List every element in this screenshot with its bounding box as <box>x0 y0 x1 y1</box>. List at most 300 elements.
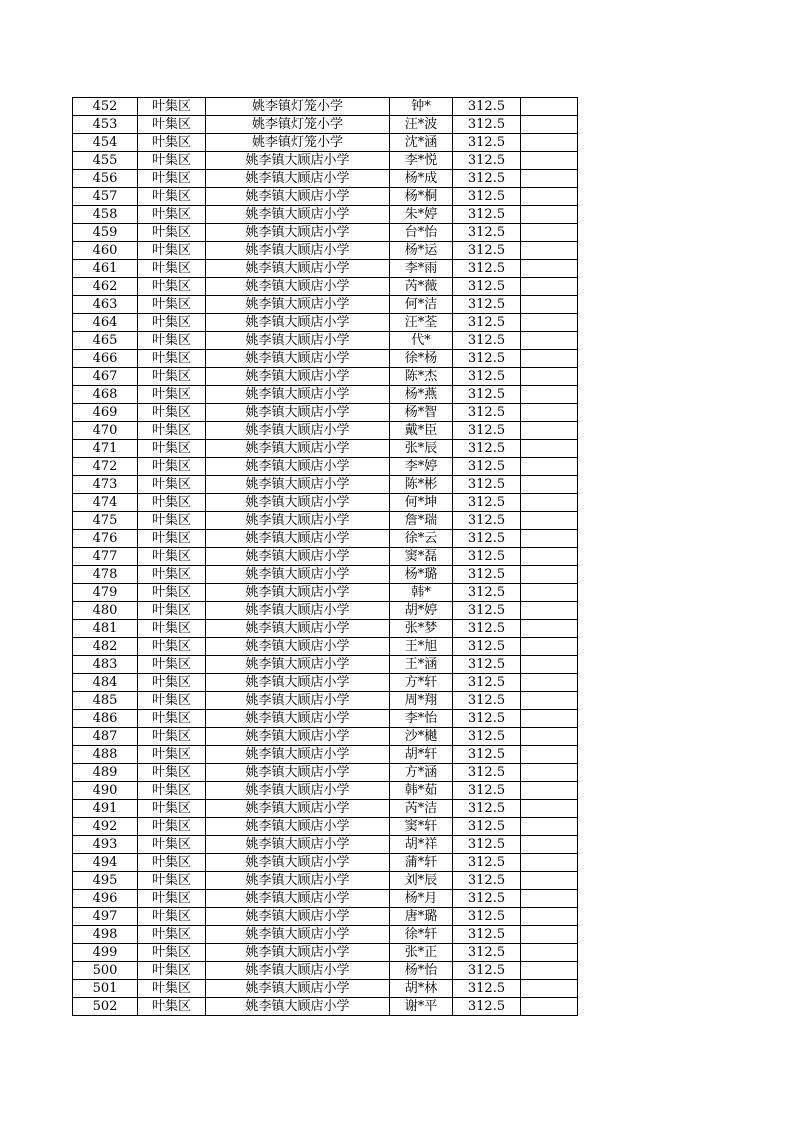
row-number-cell: 476 <box>73 530 138 548</box>
row-number-cell: 501 <box>73 980 138 998</box>
note-cell <box>521 908 578 926</box>
note-cell <box>521 836 578 854</box>
school-cell: 姚李镇大顾店小学 <box>206 386 390 404</box>
school-cell: 姚李镇大顾店小学 <box>206 728 390 746</box>
student-name-cell: 杨*怡 <box>390 962 453 980</box>
district-cell: 叶集区 <box>138 476 206 494</box>
score-cell: 312.5 <box>453 440 521 458</box>
row-number-cell: 470 <box>73 422 138 440</box>
table-row <box>73 440 578 458</box>
note-cell <box>521 476 578 494</box>
note-cell <box>521 404 578 422</box>
row-number-cell: 466 <box>73 350 138 368</box>
table-row <box>73 656 578 674</box>
school-cell: 姚李镇大顾店小学 <box>206 494 390 512</box>
student-name-cell: 王*涵 <box>390 656 453 674</box>
table-row <box>73 692 578 710</box>
school-cell: 姚李镇大顾店小学 <box>206 152 390 170</box>
note-cell <box>521 512 578 530</box>
note-cell <box>521 620 578 638</box>
score-cell: 312.5 <box>453 116 521 134</box>
table-row <box>73 152 578 170</box>
table-row <box>73 854 578 872</box>
row-number-cell: 500 <box>73 962 138 980</box>
note-cell <box>521 260 578 278</box>
student-name-cell: 刘*辰 <box>390 872 453 890</box>
note-cell <box>521 332 578 350</box>
table-row <box>73 386 578 404</box>
table-row <box>73 836 578 854</box>
note-cell <box>521 278 578 296</box>
district-cell: 叶集区 <box>138 512 206 530</box>
district-cell: 叶集区 <box>138 260 206 278</box>
note-cell <box>521 638 578 656</box>
school-cell: 姚李镇大顾店小学 <box>206 422 390 440</box>
school-cell: 姚李镇大顾店小学 <box>206 530 390 548</box>
table-row <box>73 134 578 152</box>
note-cell <box>521 584 578 602</box>
note-cell <box>521 242 578 260</box>
table-row <box>73 602 578 620</box>
student-name-cell: 方*涵 <box>390 764 453 782</box>
note-cell <box>521 188 578 206</box>
note-cell <box>521 368 578 386</box>
note-cell <box>521 224 578 242</box>
district-cell: 叶集区 <box>138 440 206 458</box>
student-name-cell: 杨*桐 <box>390 188 453 206</box>
district-cell: 叶集区 <box>138 314 206 332</box>
school-cell: 姚李镇大顾店小学 <box>206 926 390 944</box>
school-cell: 姚李镇大顾店小学 <box>206 944 390 962</box>
student-name-cell: 杨*璐 <box>390 566 453 584</box>
row-number-cell: 490 <box>73 782 138 800</box>
table-row <box>73 548 578 566</box>
row-number-cell: 498 <box>73 926 138 944</box>
district-cell: 叶集区 <box>138 386 206 404</box>
school-cell: 姚李镇大顾店小学 <box>206 638 390 656</box>
table-row <box>73 98 578 116</box>
score-cell: 312.5 <box>453 998 521 1016</box>
district-cell: 叶集区 <box>138 710 206 728</box>
school-cell: 姚李镇大顾店小学 <box>206 242 390 260</box>
student-name-cell: 徐*云 <box>390 530 453 548</box>
table-row <box>73 998 578 1016</box>
table-row <box>73 242 578 260</box>
district-cell: 叶集区 <box>138 368 206 386</box>
row-number-cell: 458 <box>73 206 138 224</box>
score-cell: 312.5 <box>453 782 521 800</box>
student-name-cell: 詹*瑞 <box>390 512 453 530</box>
score-cell: 312.5 <box>453 872 521 890</box>
district-cell: 叶集区 <box>138 998 206 1016</box>
school-cell: 姚李镇大顾店小学 <box>206 962 390 980</box>
district-cell: 叶集区 <box>138 206 206 224</box>
table-row <box>73 116 578 134</box>
school-cell: 姚李镇大顾店小学 <box>206 800 390 818</box>
school-cell: 姚李镇大顾店小学 <box>206 224 390 242</box>
row-number-cell: 480 <box>73 602 138 620</box>
score-cell: 312.5 <box>453 836 521 854</box>
note-cell <box>521 710 578 728</box>
row-number-cell: 462 <box>73 278 138 296</box>
student-name-cell: 谢*平 <box>390 998 453 1016</box>
row-number-cell: 472 <box>73 458 138 476</box>
score-cell: 312.5 <box>453 170 521 188</box>
note-cell <box>521 386 578 404</box>
district-cell: 叶集区 <box>138 422 206 440</box>
table-row <box>73 170 578 188</box>
note-cell <box>521 872 578 890</box>
district-cell: 叶集区 <box>138 944 206 962</box>
table-row <box>73 962 578 980</box>
student-name-cell: 徐*杨 <box>390 350 453 368</box>
score-cell: 312.5 <box>453 134 521 152</box>
note-cell <box>521 746 578 764</box>
row-number-cell: 453 <box>73 116 138 134</box>
score-cell: 312.5 <box>453 206 521 224</box>
score-cell: 312.5 <box>453 350 521 368</box>
note-cell <box>521 980 578 998</box>
score-cell: 312.5 <box>453 188 521 206</box>
score-cell: 312.5 <box>453 386 521 404</box>
note-cell <box>521 998 578 1016</box>
note-cell <box>521 962 578 980</box>
district-cell: 叶集区 <box>138 188 206 206</box>
district-cell: 叶集区 <box>138 836 206 854</box>
table-row <box>73 818 578 836</box>
score-cell: 312.5 <box>453 620 521 638</box>
district-cell: 叶集区 <box>138 818 206 836</box>
score-cell: 312.5 <box>453 152 521 170</box>
row-number-cell: 479 <box>73 584 138 602</box>
district-cell: 叶集区 <box>138 728 206 746</box>
note-cell <box>521 98 578 116</box>
table-row <box>73 368 578 386</box>
table-row <box>73 710 578 728</box>
student-name-cell: 胡*婷 <box>390 602 453 620</box>
student-name-cell: 胡*祥 <box>390 836 453 854</box>
score-table <box>72 97 578 1016</box>
district-cell: 叶集区 <box>138 620 206 638</box>
student-name-cell: 代* <box>390 332 453 350</box>
school-cell: 姚李镇大顾店小学 <box>206 764 390 782</box>
district-cell: 叶集区 <box>138 746 206 764</box>
school-cell: 姚李镇大顾店小学 <box>206 566 390 584</box>
district-cell: 叶集区 <box>138 116 206 134</box>
row-number-cell: 491 <box>73 800 138 818</box>
school-cell: 姚李镇大顾店小学 <box>206 782 390 800</box>
school-cell: 姚李镇大顾店小学 <box>206 188 390 206</box>
note-cell <box>521 926 578 944</box>
score-cell: 312.5 <box>453 728 521 746</box>
table-row <box>73 422 578 440</box>
score-cell: 312.5 <box>453 818 521 836</box>
row-number-cell: 487 <box>73 728 138 746</box>
score-cell: 312.5 <box>453 692 521 710</box>
score-cell: 312.5 <box>453 944 521 962</box>
score-cell: 312.5 <box>453 638 521 656</box>
student-name-cell: 王*旭 <box>390 638 453 656</box>
district-cell: 叶集区 <box>138 800 206 818</box>
table-row <box>73 566 578 584</box>
school-cell: 姚李镇大顾店小学 <box>206 854 390 872</box>
row-number-cell: 474 <box>73 494 138 512</box>
table-body <box>73 98 578 1016</box>
row-number-cell: 461 <box>73 260 138 278</box>
row-number-cell: 457 <box>73 188 138 206</box>
row-number-cell: 499 <box>73 944 138 962</box>
row-number-cell: 489 <box>73 764 138 782</box>
table-row <box>73 404 578 422</box>
score-cell: 312.5 <box>453 368 521 386</box>
school-cell: 姚李镇大顾店小学 <box>206 584 390 602</box>
score-cell: 312.5 <box>453 926 521 944</box>
district-cell: 叶集区 <box>138 872 206 890</box>
school-cell: 姚李镇大顾店小学 <box>206 350 390 368</box>
district-cell: 叶集区 <box>138 224 206 242</box>
student-name-cell: 韩*茹 <box>390 782 453 800</box>
school-cell: 姚李镇大顾店小学 <box>206 548 390 566</box>
note-cell <box>521 134 578 152</box>
score-cell: 312.5 <box>453 980 521 998</box>
table-row <box>73 800 578 818</box>
row-number-cell: 478 <box>73 566 138 584</box>
district-cell: 叶集区 <box>138 692 206 710</box>
district-cell: 叶集区 <box>138 242 206 260</box>
row-number-cell: 464 <box>73 314 138 332</box>
table-row <box>73 188 578 206</box>
school-cell: 姚李镇大顾店小学 <box>206 836 390 854</box>
school-cell: 姚李镇大顾店小学 <box>206 656 390 674</box>
student-name-cell: 何*洁 <box>390 296 453 314</box>
note-cell <box>521 314 578 332</box>
school-cell: 姚李镇大顾店小学 <box>206 998 390 1016</box>
student-name-cell: 朱*婷 <box>390 206 453 224</box>
student-name-cell: 陈*杰 <box>390 368 453 386</box>
row-number-cell: 456 <box>73 170 138 188</box>
note-cell <box>521 674 578 692</box>
score-cell: 312.5 <box>453 890 521 908</box>
table-row <box>73 494 578 512</box>
district-cell: 叶集区 <box>138 152 206 170</box>
row-number-cell: 477 <box>73 548 138 566</box>
student-name-cell: 方*轩 <box>390 674 453 692</box>
note-cell <box>521 944 578 962</box>
table-row <box>73 926 578 944</box>
note-cell <box>521 782 578 800</box>
table-row <box>73 332 578 350</box>
table-row <box>73 458 578 476</box>
table-row <box>73 476 578 494</box>
district-cell: 叶集区 <box>138 350 206 368</box>
school-cell: 姚李镇大顾店小学 <box>206 818 390 836</box>
row-number-cell: 471 <box>73 440 138 458</box>
school-cell: 姚李镇大顾店小学 <box>206 512 390 530</box>
row-number-cell: 473 <box>73 476 138 494</box>
student-name-cell: 窦*磊 <box>390 548 453 566</box>
school-cell: 姚李镇大顾店小学 <box>206 458 390 476</box>
row-number-cell: 484 <box>73 674 138 692</box>
note-cell <box>521 728 578 746</box>
student-name-cell: 沙*樾 <box>390 728 453 746</box>
student-name-cell: 李*怡 <box>390 710 453 728</box>
school-cell: 姚李镇大顾店小学 <box>206 746 390 764</box>
note-cell <box>521 116 578 134</box>
row-number-cell: 482 <box>73 638 138 656</box>
note-cell <box>521 800 578 818</box>
student-name-cell: 李*雨 <box>390 260 453 278</box>
student-name-cell: 台*怡 <box>390 224 453 242</box>
row-number-cell: 493 <box>73 836 138 854</box>
table-row <box>73 620 578 638</box>
district-cell: 叶集区 <box>138 98 206 116</box>
score-cell: 312.5 <box>453 854 521 872</box>
score-cell: 312.5 <box>453 584 521 602</box>
district-cell: 叶集区 <box>138 602 206 620</box>
table-row <box>73 584 578 602</box>
school-cell: 姚李镇大顾店小学 <box>206 476 390 494</box>
student-name-cell: 张*正 <box>390 944 453 962</box>
note-cell <box>521 854 578 872</box>
district-cell: 叶集区 <box>138 134 206 152</box>
score-cell: 312.5 <box>453 908 521 926</box>
note-cell <box>521 422 578 440</box>
school-cell: 姚李镇大顾店小学 <box>206 602 390 620</box>
score-cell: 312.5 <box>453 566 521 584</box>
row-number-cell: 495 <box>73 872 138 890</box>
district-cell: 叶集区 <box>138 674 206 692</box>
school-cell: 姚李镇大顾店小学 <box>206 314 390 332</box>
score-cell: 312.5 <box>453 296 521 314</box>
row-number-cell: 452 <box>73 98 138 116</box>
row-number-cell: 467 <box>73 368 138 386</box>
school-cell: 姚李镇大顾店小学 <box>206 692 390 710</box>
note-cell <box>521 170 578 188</box>
student-name-cell: 李*悦 <box>390 152 453 170</box>
district-cell: 叶集区 <box>138 656 206 674</box>
table-row <box>73 746 578 764</box>
score-cell: 312.5 <box>453 458 521 476</box>
table-row <box>73 764 578 782</box>
student-name-cell: 杨*成 <box>390 170 453 188</box>
school-cell: 姚李镇大顾店小学 <box>206 332 390 350</box>
school-cell: 姚李镇大顾店小学 <box>206 368 390 386</box>
school-cell: 姚李镇大顾店小学 <box>206 674 390 692</box>
table-row <box>73 782 578 800</box>
score-cell: 312.5 <box>453 422 521 440</box>
row-number-cell: 455 <box>73 152 138 170</box>
student-name-cell: 汪*波 <box>390 116 453 134</box>
score-cell: 312.5 <box>453 224 521 242</box>
score-cell: 312.5 <box>453 656 521 674</box>
row-number-cell: 463 <box>73 296 138 314</box>
student-name-cell: 芮*薇 <box>390 278 453 296</box>
district-cell: 叶集区 <box>138 854 206 872</box>
district-cell: 叶集区 <box>138 566 206 584</box>
score-cell: 312.5 <box>453 332 521 350</box>
table-row <box>73 944 578 962</box>
district-cell: 叶集区 <box>138 962 206 980</box>
student-name-cell: 戴*臣 <box>390 422 453 440</box>
note-cell <box>521 350 578 368</box>
student-name-cell: 沈*涵 <box>390 134 453 152</box>
student-name-cell: 汪*荃 <box>390 314 453 332</box>
student-name-cell: 李*婷 <box>390 458 453 476</box>
table-row <box>73 980 578 998</box>
student-name-cell: 杨*月 <box>390 890 453 908</box>
row-number-cell: 488 <box>73 746 138 764</box>
school-cell: 姚李镇大顾店小学 <box>206 440 390 458</box>
school-cell: 姚李镇大顾店小学 <box>206 206 390 224</box>
student-name-cell: 周*翔 <box>390 692 453 710</box>
row-number-cell: 481 <box>73 620 138 638</box>
table-row <box>73 872 578 890</box>
note-cell <box>521 548 578 566</box>
student-name-cell: 窦*轩 <box>390 818 453 836</box>
note-cell <box>521 566 578 584</box>
district-cell: 叶集区 <box>138 890 206 908</box>
table-row <box>73 638 578 656</box>
school-cell: 姚李镇灯笼小学 <box>206 116 390 134</box>
row-number-cell: 497 <box>73 908 138 926</box>
score-cell: 312.5 <box>453 476 521 494</box>
row-number-cell: 475 <box>73 512 138 530</box>
table-row <box>73 728 578 746</box>
score-cell: 312.5 <box>453 314 521 332</box>
table-row <box>73 206 578 224</box>
table-row <box>73 908 578 926</box>
school-cell: 姚李镇大顾店小学 <box>206 710 390 728</box>
student-name-cell: 张*辰 <box>390 440 453 458</box>
district-cell: 叶集区 <box>138 458 206 476</box>
table-row <box>73 260 578 278</box>
note-cell <box>521 296 578 314</box>
table-row <box>73 890 578 908</box>
table-row <box>73 674 578 692</box>
student-name-cell: 杨*智 <box>390 404 453 422</box>
score-cell: 312.5 <box>453 548 521 566</box>
score-cell: 312.5 <box>453 764 521 782</box>
row-number-cell: 460 <box>73 242 138 260</box>
district-cell: 叶集区 <box>138 782 206 800</box>
table-row <box>73 530 578 548</box>
school-cell: 姚李镇大顾店小学 <box>206 872 390 890</box>
row-number-cell: 502 <box>73 998 138 1016</box>
row-number-cell: 483 <box>73 656 138 674</box>
table-row <box>73 350 578 368</box>
note-cell <box>521 602 578 620</box>
row-number-cell: 468 <box>73 386 138 404</box>
score-cell: 312.5 <box>453 242 521 260</box>
note-cell <box>521 656 578 674</box>
district-cell: 叶集区 <box>138 980 206 998</box>
district-cell: 叶集区 <box>138 584 206 602</box>
district-cell: 叶集区 <box>138 404 206 422</box>
note-cell <box>521 458 578 476</box>
student-name-cell: 胡*林 <box>390 980 453 998</box>
student-name-cell: 何*坤 <box>390 494 453 512</box>
student-name-cell: 杨*运 <box>390 242 453 260</box>
student-name-cell: 张*梦 <box>390 620 453 638</box>
note-cell <box>521 494 578 512</box>
score-cell: 312.5 <box>453 962 521 980</box>
row-number-cell: 454 <box>73 134 138 152</box>
note-cell <box>521 818 578 836</box>
note-cell <box>521 206 578 224</box>
student-name-cell: 蒲*轩 <box>390 854 453 872</box>
score-cell: 312.5 <box>453 278 521 296</box>
row-number-cell: 465 <box>73 332 138 350</box>
